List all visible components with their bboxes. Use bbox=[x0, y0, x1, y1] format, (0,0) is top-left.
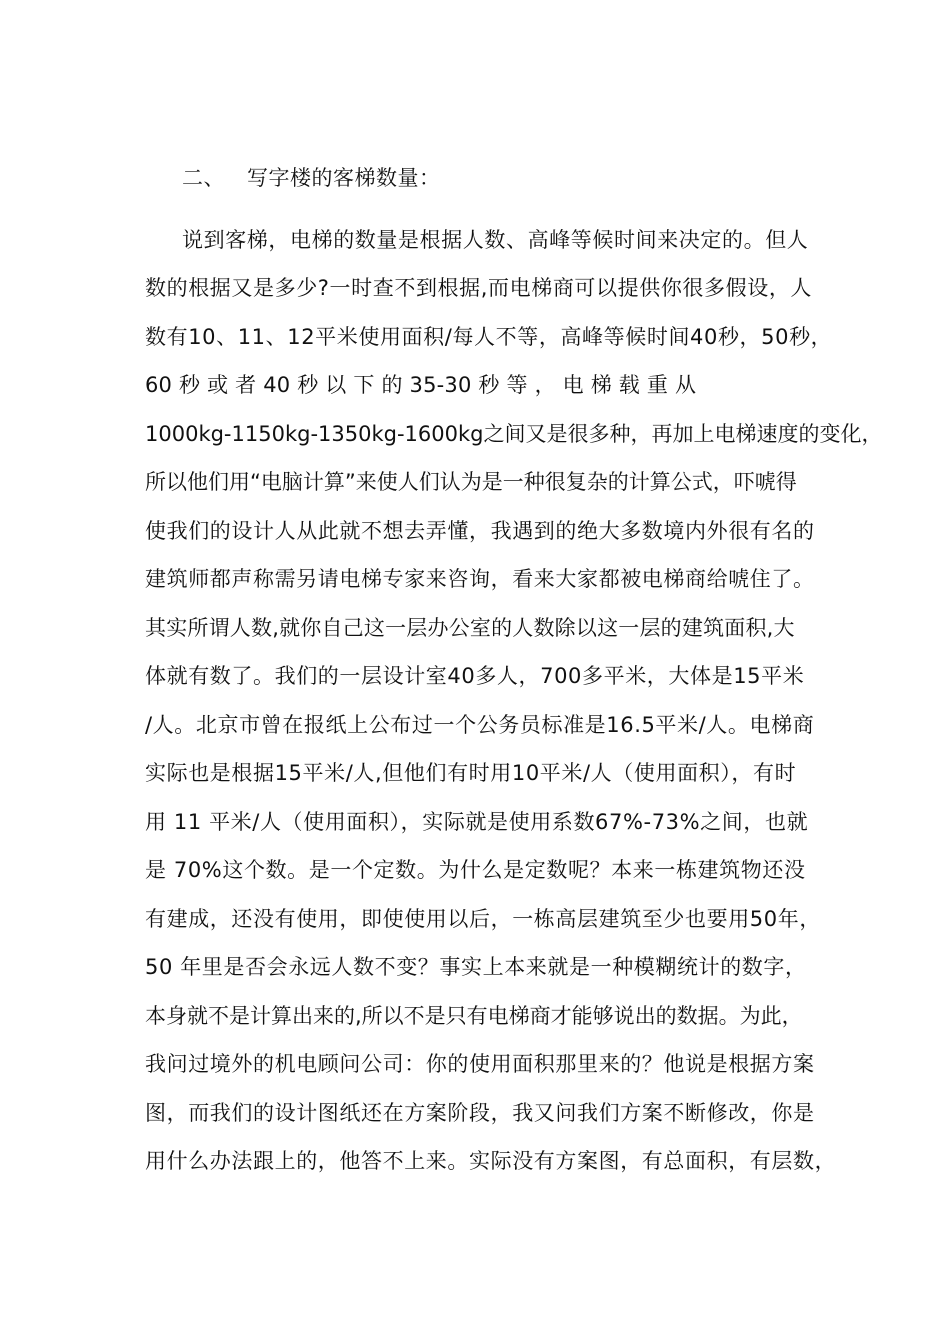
body-line: 图，而我们的设计图纸还在方案阶段，我又问我们方案不断修改，你是 bbox=[145, 1101, 815, 1125]
body-line: 实际也是根据15平米/人,但他们有时用10平米/人（使用面积），有时 bbox=[145, 761, 797, 785]
body-line: 本身就不是计算出来的,所以不是只有电梯商才能够说出的数据。为此， bbox=[145, 1004, 803, 1028]
body-line: 数的根据又是多少?一时查不到根据,而电梯商可以提供你很多假设，人 bbox=[145, 276, 813, 300]
body-line: 是 70%这个数。是一个定数。为什么是定数呢？本来一栋建筑物还没 bbox=[145, 858, 806, 882]
body-line: 我问过境外的机电顾问公司：你的使用面积那里来的？他说是根据方案 bbox=[145, 1052, 815, 1076]
body-line: 使我们的设计人从此就不想去弄懂，我遇到的绝大多数境内外很有名的 bbox=[145, 519, 815, 543]
body-line: 有建成，还没有使用，即使使用以后，一栋高层建筑至少也要用50年， bbox=[145, 907, 821, 931]
body-line: 说到客梯，电梯的数量是根据人数、高峰等候时间来决定的。但人 bbox=[182, 228, 809, 252]
body-line: 体就有数了。我们的一层设计室40多人，700多平米，大体是15平米 bbox=[145, 664, 805, 688]
body-line: /人。北京市曾在报纸上公布过一个公务员标准是16.5平米/人。电梯商 bbox=[145, 713, 815, 737]
section-number: 二、 bbox=[182, 166, 225, 190]
body-line: 60 秒 或 者 40 秒 以 下 的 35-30 秒 等 ， 电 梯 载 重 从 bbox=[145, 373, 697, 397]
body-line: 所以他们用“电脑计算”来使人们认为是一种很复杂的计算公式，吓唬得 bbox=[145, 470, 797, 494]
body-line: 50 年里是否会永远人数不变？事实上本来就是一种模糊统计的数字， bbox=[145, 955, 807, 979]
body-line: 建筑师都声称需另请电梯专家来咨询，看来大家都被电梯商给唬住了。 bbox=[145, 567, 815, 591]
section-heading bbox=[182, 162, 441, 194]
body-line: 1000kg-1150kg-1350kg-1600kg之间又是很多种，再加上电梯速度的变化， bbox=[145, 422, 883, 446]
body-line: 数有10、11、12平米使用面积/每人不等，高峰等候时间40秒，50秒， bbox=[145, 325, 833, 349]
section-title: 写字楼的客梯数量： bbox=[247, 166, 441, 190]
body-line: 其实所谓人数,就你自己这一层办公室的人数除以这一层的建筑面积,大 bbox=[145, 616, 795, 640]
body-line: 用什么办法跟上的，他答不上来。实际没有方案图，有总面积，有层数， bbox=[145, 1149, 837, 1173]
body-line: 用 11 平米/人（使用面积），实际就是使用系数67%-73%之间，也就 bbox=[145, 810, 809, 834]
